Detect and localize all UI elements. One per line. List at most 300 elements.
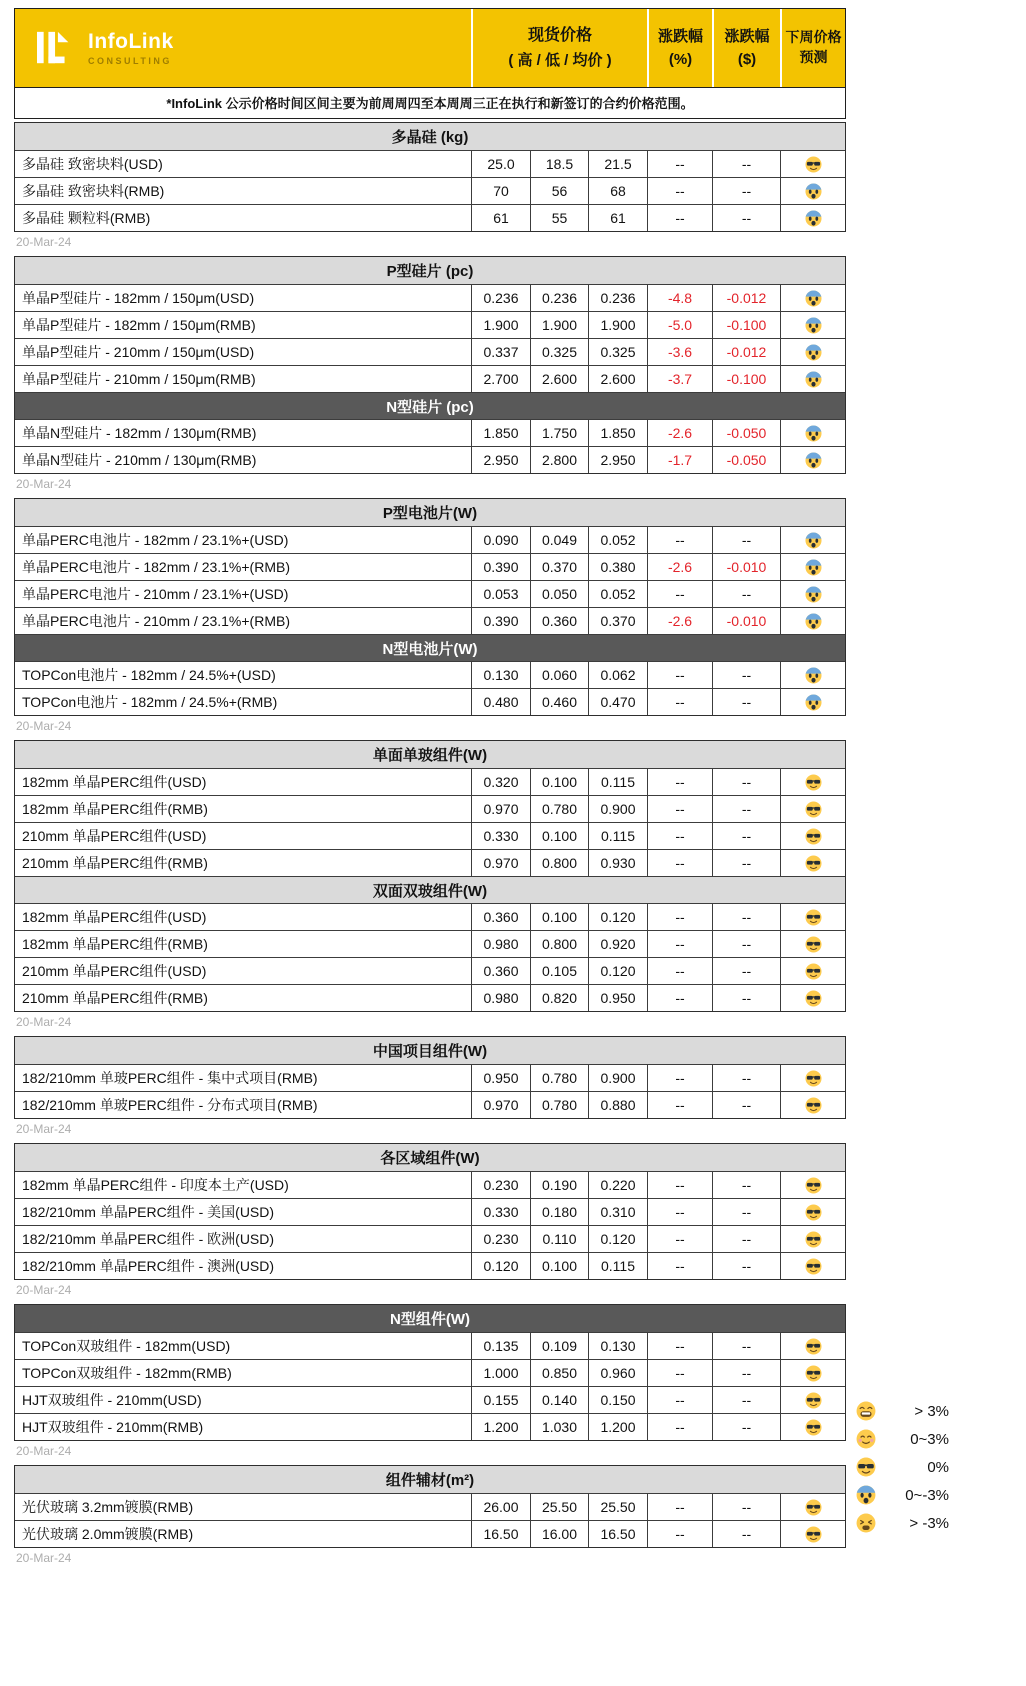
product-label: 210mm 单晶PERC组件(USD) — [22, 963, 207, 979]
change-percent: -- — [647, 1387, 712, 1413]
change-percent: -- — [647, 178, 712, 204]
table-row — [15, 930, 845, 957]
change-percent: -- — [647, 850, 712, 876]
product-label: 单晶P型硅片 - 210mm / 150μm(USD) — [22, 344, 255, 360]
forecast-cell — [780, 931, 845, 957]
change-dollar: -- — [712, 931, 780, 957]
product-label: 单晶PERC电池片 - 210mm / 23.1%+(RMB) — [22, 613, 290, 629]
low-price: 0.325 — [530, 339, 588, 365]
forecast-cell — [780, 1521, 845, 1547]
high-price: 0.230 — [471, 1172, 530, 1198]
change-dollar: -- — [712, 1387, 780, 1413]
change-percent: -- — [647, 1065, 712, 1091]
avg-price: 0.930 — [588, 850, 647, 876]
legend-label: 0~3% — [910, 1430, 949, 1448]
change-percent: -- — [647, 1333, 712, 1359]
change-percent: -2.6 — [647, 608, 712, 634]
infolink-logo-mark — [35, 29, 77, 67]
product-label: 单晶N型硅片 - 210mm / 130μm(RMB) — [22, 452, 257, 468]
low-price: 0.780 — [530, 1092, 588, 1118]
mood-cool-icon — [805, 1258, 822, 1275]
forecast-cell — [780, 1414, 845, 1440]
product-label: 182/210mm 单玻PERC组件 - 集中式项目(RMB) — [22, 1070, 318, 1086]
high-price: 0.970 — [471, 1092, 530, 1118]
avg-price: 0.130 — [588, 1333, 647, 1359]
change-dollar: -- — [712, 581, 780, 607]
avg-price: 0.960 — [588, 1360, 647, 1386]
change-dollar: -- — [712, 527, 780, 553]
avg-price: 1.900 — [588, 312, 647, 338]
change-percent: -- — [647, 689, 712, 715]
mood-scream-icon — [805, 667, 822, 684]
table-row — [15, 957, 845, 984]
product-label: TOPCon电池片 - 182mm / 24.5%+(USD) — [22, 667, 276, 683]
mood-cool-icon — [805, 1419, 822, 1436]
mood-cool-icon — [805, 156, 822, 173]
high-price: 0.337 — [471, 339, 530, 365]
change-dollar: -- — [712, 823, 780, 849]
forecast-cell — [780, 420, 845, 446]
product-label: 182/210mm 单晶PERC组件 - 澳洲(USD) — [22, 1258, 275, 1274]
low-price: 18.5 — [530, 151, 588, 177]
forecast-cell — [780, 1172, 845, 1198]
forecast-cell — [780, 205, 845, 231]
avg-price: 61 — [588, 205, 647, 231]
high-price: 0.053 — [471, 581, 530, 607]
change-dollar: -- — [712, 1226, 780, 1252]
high-price: 26.00 — [471, 1494, 530, 1520]
price-block — [14, 740, 846, 1012]
mood-scream-icon — [805, 344, 822, 361]
brand-subtitle: CONSULTING — [88, 55, 172, 66]
low-price: 16.00 — [530, 1521, 588, 1547]
price-block — [14, 256, 846, 474]
product-label: 210mm 单晶PERC组件(RMB) — [22, 990, 208, 1006]
forecast-cell — [780, 527, 845, 553]
avg-price: 0.120 — [588, 1226, 647, 1252]
forecast-cell — [780, 1333, 845, 1359]
price-date: 20-Mar-24 — [16, 477, 72, 491]
low-price: 1.900 — [530, 312, 588, 338]
change-dollar: -- — [712, 689, 780, 715]
forecast-cell — [780, 689, 845, 715]
brand-name: InfoLink — [88, 30, 174, 54]
avg-price: 21.5 — [588, 151, 647, 177]
table-row — [15, 553, 845, 580]
product-label: 单晶N型硅片 - 182mm / 130μm(RMB) — [22, 425, 257, 441]
low-price: 0.100 — [530, 823, 588, 849]
avg-price: 0.052 — [588, 581, 647, 607]
avg-price: 1.200 — [588, 1414, 647, 1440]
mood-cool-icon — [805, 1097, 822, 1114]
mood-cool-icon — [805, 774, 822, 791]
change-dollar: -0.012 — [712, 285, 780, 311]
legend-scream-icon — [856, 1485, 876, 1505]
low-price: 0.800 — [530, 850, 588, 876]
legend-label: > 3% — [914, 1402, 949, 1420]
avg-price: 0.120 — [588, 958, 647, 984]
legend-item — [856, 1457, 949, 1477]
price-block — [14, 122, 846, 232]
mood-cool-icon — [805, 1177, 822, 1194]
section-header: 多晶硅 (kg) — [15, 123, 845, 150]
avg-price: 0.150 — [588, 1387, 647, 1413]
product-label: 单晶PERC电池片 - 210mm / 23.1%+(USD) — [22, 586, 289, 602]
forecast-cell — [780, 447, 845, 473]
section-header: 组件辅材(m²) — [15, 1466, 845, 1493]
avg-price: 16.50 — [588, 1521, 647, 1547]
change-dollar: -- — [712, 985, 780, 1011]
low-price: 0.236 — [530, 285, 588, 311]
mood-cool-icon — [805, 1231, 822, 1248]
high-price: 1.200 — [471, 1414, 530, 1440]
low-price: 0.060 — [530, 662, 588, 688]
high-price: 0.970 — [471, 796, 530, 822]
forecast-cell — [780, 1226, 845, 1252]
product-label: HJT双玻组件 - 210mm(RMB) — [22, 1419, 204, 1435]
low-price: 0.110 — [530, 1226, 588, 1252]
mood-scream-icon — [805, 586, 822, 603]
forecast-cell — [780, 581, 845, 607]
change-percent: -4.8 — [647, 285, 712, 311]
product-label: 多晶硅 致密块料(RMB) — [22, 183, 165, 199]
low-price: 0.820 — [530, 985, 588, 1011]
mood-cool-icon — [805, 1526, 822, 1543]
table-row — [15, 1386, 845, 1413]
table-row — [15, 822, 845, 849]
change-percent: -1.7 — [647, 447, 712, 473]
mood-scream-icon — [805, 210, 822, 227]
price-date: 20-Mar-24 — [16, 235, 72, 249]
legend-label: > -3% — [909, 1514, 949, 1532]
change-percent: -- — [647, 1414, 712, 1440]
avg-price: 0.920 — [588, 931, 647, 957]
section-header: 中国项目组件(W) — [15, 1037, 845, 1064]
forecast-cell — [780, 958, 845, 984]
product-label: 210mm 单晶PERC组件(RMB) — [22, 855, 208, 871]
low-price: 2.800 — [530, 447, 588, 473]
low-price: 0.180 — [530, 1199, 588, 1225]
change-dollar: -- — [712, 1521, 780, 1547]
avg-price: 0.220 — [588, 1172, 647, 1198]
avg-price: 68 — [588, 178, 647, 204]
change-dollar: -- — [712, 769, 780, 795]
change-dollar-unit: ($) — [737, 51, 757, 68]
forecast-cell — [780, 904, 845, 930]
high-price: 0.120 — [471, 1253, 530, 1279]
high-price: 16.50 — [471, 1521, 530, 1547]
high-price: 0.230 — [471, 1226, 530, 1252]
product-label: 182mm 单晶PERC组件 - 印度本土产(USD) — [22, 1177, 289, 1193]
avg-price: 0.900 — [588, 1065, 647, 1091]
change-dollar: -- — [712, 1414, 780, 1440]
low-price: 55 — [530, 205, 588, 231]
change-percent: -5.0 — [647, 312, 712, 338]
spot-price-subtitle: ( 高 / 低 / 均价 ) — [508, 51, 612, 69]
column-header-forecast — [780, 9, 845, 87]
table-row — [15, 1359, 845, 1386]
product-label: 182/210mm 单晶PERC组件 - 美国(USD) — [22, 1204, 275, 1220]
forecast-cell — [780, 1387, 845, 1413]
avg-price: 0.380 — [588, 554, 647, 580]
mood-cool-icon — [805, 936, 822, 953]
high-price: 0.390 — [471, 554, 530, 580]
change-dollar: -- — [712, 151, 780, 177]
product-label: 单晶P型硅片 - 210mm / 150μm(RMB) — [22, 371, 256, 387]
low-price: 0.109 — [530, 1333, 588, 1359]
legend-item — [856, 1513, 949, 1533]
forecast-cell — [780, 366, 845, 392]
avg-price: 0.325 — [588, 339, 647, 365]
change-percent: -- — [647, 151, 712, 177]
change-dollar: -- — [712, 205, 780, 231]
low-price: 0.800 — [530, 931, 588, 957]
table-row — [15, 1064, 845, 1091]
low-price: 0.105 — [530, 958, 588, 984]
change-percent: -- — [647, 823, 712, 849]
mood-cool-icon — [805, 1204, 822, 1221]
high-price: 0.155 — [471, 1387, 530, 1413]
legend-item — [856, 1401, 949, 1421]
forecast-cell — [780, 151, 845, 177]
product-label: TOPCon电池片 - 182mm / 24.5%+(RMB) — [22, 694, 278, 710]
product-label: 182mm 单晶PERC组件(RMB) — [22, 801, 208, 817]
change-percent: -- — [647, 1172, 712, 1198]
change-percent: -- — [647, 205, 712, 231]
table-row — [15, 419, 845, 446]
high-price: 1.000 — [471, 1360, 530, 1386]
high-price: 0.390 — [471, 608, 530, 634]
table-row — [15, 903, 845, 930]
change-percent-unit: (%) — [668, 51, 693, 68]
change-dollar: -- — [712, 178, 780, 204]
mood-scream-icon — [805, 371, 822, 388]
change-percent: -3.7 — [647, 366, 712, 392]
price-block — [14, 498, 846, 716]
avg-price: 0.236 — [588, 285, 647, 311]
price-block — [14, 1465, 846, 1548]
forecast-cell — [780, 662, 845, 688]
mood-cool-icon — [805, 1499, 822, 1516]
avg-price: 1.850 — [588, 420, 647, 446]
mood-cool-icon — [805, 801, 822, 818]
high-price: 2.950 — [471, 447, 530, 473]
low-price: 25.50 — [530, 1494, 588, 1520]
table-row — [15, 849, 845, 876]
low-price: 0.780 — [530, 1065, 588, 1091]
table-row — [15, 526, 845, 553]
price-date: 20-Mar-24 — [16, 1444, 72, 1458]
product-label: 单晶PERC电池片 - 182mm / 23.1%+(USD) — [22, 532, 289, 548]
change-dollar: -- — [712, 662, 780, 688]
spot-price-title: 现货价格 — [527, 26, 592, 44]
mood-scream-icon — [805, 694, 822, 711]
table-row — [15, 446, 845, 473]
low-price: 0.780 — [530, 796, 588, 822]
table-row — [15, 1413, 845, 1440]
table-row — [15, 1225, 845, 1252]
legend-smile-icon — [856, 1429, 876, 1449]
price-table — [14, 122, 846, 1569]
table-row — [15, 284, 845, 311]
high-price: 2.700 — [471, 366, 530, 392]
change-percent: -- — [647, 527, 712, 553]
mood-cool-icon — [805, 828, 822, 845]
infolink-logo — [15, 9, 471, 87]
change-dollar: -- — [712, 850, 780, 876]
change-dollar: -0.010 — [712, 554, 780, 580]
low-price: 0.049 — [530, 527, 588, 553]
high-price: 1.900 — [471, 312, 530, 338]
price-note: *InfoLink 公示价格时间区间主要为前周周四至本周周三正在执行和新签订的合约价格范围。 — [15, 87, 845, 118]
table-row — [15, 661, 845, 688]
low-price: 56 — [530, 178, 588, 204]
avg-price: 25.50 — [588, 1494, 647, 1520]
mood-cool-icon — [805, 855, 822, 872]
change-percent: -- — [647, 1226, 712, 1252]
change-percent: -- — [647, 1092, 712, 1118]
change-dollar: -- — [712, 1333, 780, 1359]
forecast-cell — [780, 985, 845, 1011]
price-date: 20-Mar-24 — [16, 1015, 72, 1029]
table-row — [15, 365, 845, 392]
product-label: 多晶硅 致密块料(USD) — [22, 156, 163, 172]
legend-item — [856, 1429, 949, 1449]
table-row — [15, 1520, 845, 1547]
legend-label: 0% — [927, 1458, 949, 1476]
high-price: 0.970 — [471, 850, 530, 876]
change-dollar: -- — [712, 904, 780, 930]
table-row — [15, 984, 845, 1011]
table-row — [15, 150, 845, 177]
avg-price: 0.052 — [588, 527, 647, 553]
low-price: 0.050 — [530, 581, 588, 607]
avg-price: 0.950 — [588, 985, 647, 1011]
product-label: 光伏玻璃 2.0mm镀膜(RMB) — [22, 1526, 194, 1542]
forecast-cell — [780, 1199, 845, 1225]
forecast-title-line1: 下周价格 — [785, 29, 842, 46]
column-header-change-dollar — [712, 9, 780, 87]
low-price: 0.360 — [530, 608, 588, 634]
price-date: 20-Mar-24 — [16, 1122, 72, 1136]
forecast-cell — [780, 608, 845, 634]
avg-price: 0.120 — [588, 904, 647, 930]
product-label: TOPCon双玻组件 - 182mm(RMB) — [22, 1365, 232, 1381]
high-price: 70 — [471, 178, 530, 204]
mood-scream-icon — [805, 290, 822, 307]
low-price: 0.850 — [530, 1360, 588, 1386]
table-row — [15, 1252, 845, 1279]
low-price: 0.100 — [530, 904, 588, 930]
forecast-title-line2: 预测 — [799, 49, 828, 65]
legend-item — [856, 1485, 949, 1505]
product-label: 182mm 单晶PERC组件(USD) — [22, 774, 207, 790]
high-price: 61 — [471, 205, 530, 231]
product-label: 单晶P型硅片 - 182mm / 150μm(RMB) — [22, 317, 256, 333]
section-header: P型硅片 (pc) — [15, 257, 845, 284]
legend-grin-icon — [856, 1401, 876, 1421]
high-price: 0.135 — [471, 1333, 530, 1359]
high-price: 0.980 — [471, 931, 530, 957]
forecast-cell — [780, 554, 845, 580]
forecast-cell — [780, 1360, 845, 1386]
high-price: 0.236 — [471, 285, 530, 311]
product-label: 182mm 单晶PERC组件(USD) — [22, 909, 207, 925]
avg-price: 0.900 — [588, 796, 647, 822]
change-dollar: -- — [712, 1494, 780, 1520]
low-price: 1.030 — [530, 1414, 588, 1440]
product-label: 182/210mm 单玻PERC组件 - 分布式项目(RMB) — [22, 1097, 318, 1113]
table-row — [15, 795, 845, 822]
high-price: 0.330 — [471, 1199, 530, 1225]
table-row — [15, 1493, 845, 1520]
avg-price: 0.115 — [588, 769, 647, 795]
mood-cool-icon — [805, 1392, 822, 1409]
price-date: 20-Mar-24 — [16, 1283, 72, 1297]
price-report — [14, 8, 846, 1569]
change-percent: -- — [647, 985, 712, 1011]
change-percent: -- — [647, 662, 712, 688]
table-row — [15, 1332, 845, 1359]
avg-price: 0.880 — [588, 1092, 647, 1118]
forecast-cell — [780, 850, 845, 876]
table-row — [15, 311, 845, 338]
table-row — [15, 1171, 845, 1198]
mood-cool-icon — [805, 909, 822, 926]
forecast-cell — [780, 1065, 845, 1091]
report-header-wrap — [14, 8, 846, 119]
avg-price: 0.062 — [588, 662, 647, 688]
low-price: 0.370 — [530, 554, 588, 580]
forecast-cell — [780, 178, 845, 204]
infolink-logo-text — [88, 30, 174, 65]
avg-price: 2.600 — [588, 366, 647, 392]
high-price: 0.330 — [471, 823, 530, 849]
mood-cool-icon — [805, 1365, 822, 1382]
change-dollar: -- — [712, 1092, 780, 1118]
product-label: 单晶PERC电池片 - 182mm / 23.1%+(RMB) — [22, 559, 290, 575]
section-header: N型组件(W) — [15, 1305, 845, 1332]
section-header: 双面双玻组件(W) — [15, 876, 845, 903]
mood-scream-icon — [805, 425, 822, 442]
low-price: 2.600 — [530, 366, 588, 392]
change-dollar: -- — [712, 796, 780, 822]
change-dollar: -- — [712, 958, 780, 984]
low-price: 0.460 — [530, 689, 588, 715]
change-percent: -3.6 — [647, 339, 712, 365]
high-price: 0.360 — [471, 904, 530, 930]
table-row — [15, 1198, 845, 1225]
section-header: 单面单玻组件(W) — [15, 741, 845, 768]
change-dollar: -0.100 — [712, 366, 780, 392]
section-header: N型硅片 (pc) — [15, 392, 845, 419]
column-header-spot-price — [471, 9, 647, 87]
change-percent: -- — [647, 1253, 712, 1279]
column-header-change-percent — [647, 9, 712, 87]
high-price: 0.090 — [471, 527, 530, 553]
forecast-cell — [780, 1253, 845, 1279]
mood-cool-icon — [805, 1338, 822, 1355]
change-dollar: -- — [712, 1172, 780, 1198]
change-dollar: -0.050 — [712, 447, 780, 473]
product-label: 多晶硅 颗粒料(RMB) — [22, 210, 151, 226]
high-price: 0.360 — [471, 958, 530, 984]
mood-scream-icon — [805, 452, 822, 469]
section-header: P型电池片(W) — [15, 499, 845, 526]
mood-cool-icon — [805, 963, 822, 980]
change-percent: -- — [647, 1360, 712, 1386]
change-percent: -2.6 — [647, 420, 712, 446]
